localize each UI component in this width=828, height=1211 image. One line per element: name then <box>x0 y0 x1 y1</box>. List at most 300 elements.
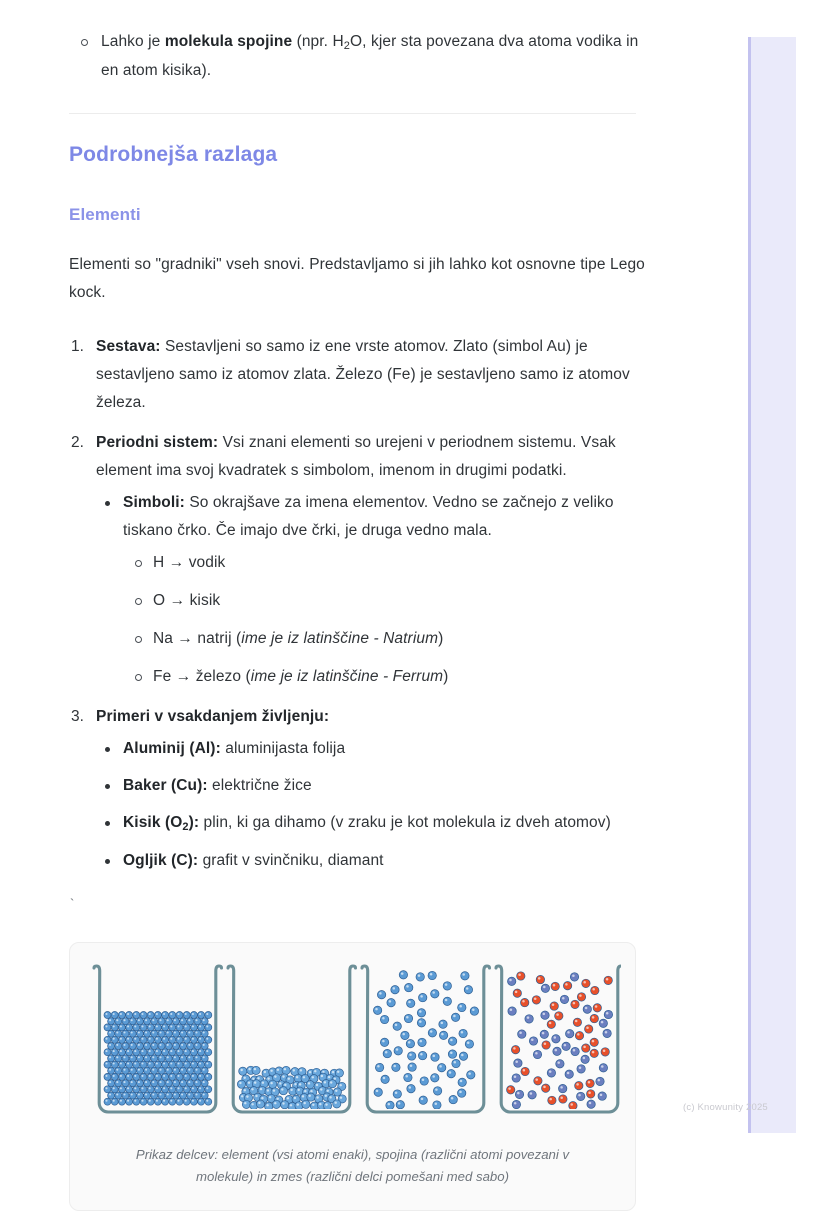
particle <box>205 1036 212 1043</box>
particle-highlight <box>134 1100 136 1102</box>
particle-highlight <box>449 1071 452 1074</box>
particle <box>590 1049 598 1057</box>
particle <box>122 1092 129 1099</box>
particle-highlight <box>243 1077 245 1079</box>
particle-highlight <box>297 1103 299 1105</box>
particle-highlight <box>595 1005 598 1008</box>
particle <box>147 1049 154 1056</box>
particle <box>151 1092 158 1099</box>
particle <box>198 1098 205 1105</box>
particle-highlight <box>131 1056 133 1058</box>
particle <box>511 1046 519 1054</box>
particle-group <box>104 1012 212 1106</box>
particle <box>111 1098 118 1105</box>
particle-highlight <box>149 1038 151 1040</box>
particle <box>118 1012 125 1019</box>
particle <box>428 1029 436 1037</box>
particle <box>201 1055 208 1062</box>
particle <box>122 1067 129 1074</box>
particle <box>518 1030 526 1038</box>
particle-highlight <box>269 1096 271 1098</box>
particle <box>559 1084 567 1092</box>
particle <box>375 1063 383 1071</box>
particle <box>111 1073 118 1080</box>
particle-highlight <box>123 1069 125 1071</box>
particle-highlight <box>199 1100 201 1102</box>
particle <box>158 1018 165 1025</box>
particle <box>172 1055 179 1062</box>
example-kisik <box>123 814 611 831</box>
particle <box>470 1007 478 1015</box>
particle <box>593 1004 601 1012</box>
particle-highlight <box>149 1075 151 1077</box>
particle <box>126 1073 133 1080</box>
subscript: 2 <box>343 40 351 52</box>
particle-highlight <box>549 1070 552 1073</box>
particle <box>190 1073 197 1080</box>
particle-highlight <box>433 1055 436 1058</box>
particle <box>201 1080 208 1087</box>
particle-highlight <box>319 1103 321 1105</box>
particle <box>420 1077 428 1085</box>
item-label: Ogljik (C): <box>123 852 199 869</box>
particle-highlight <box>393 1065 396 1068</box>
particle <box>144 1067 151 1074</box>
particle-highlight <box>509 979 512 982</box>
particle-highlight <box>454 1061 457 1064</box>
particle-highlight <box>576 1083 579 1086</box>
particle-highlight <box>145 1019 147 1021</box>
particle <box>515 1090 523 1098</box>
particle <box>187 1018 194 1025</box>
particle-highlight <box>422 1078 425 1081</box>
particle-highlight <box>113 1087 115 1089</box>
particle-highlight <box>589 1102 592 1105</box>
particle-highlight <box>518 973 521 976</box>
particle <box>180 1018 187 1025</box>
particle-highlight <box>120 1100 122 1102</box>
particle-highlight <box>116 1093 118 1095</box>
particle-highlight <box>244 1102 246 1104</box>
particle-highlight <box>113 1025 115 1027</box>
particle <box>387 999 395 1007</box>
particle <box>172 1080 179 1087</box>
particle <box>183 1012 190 1019</box>
particle <box>194 1018 201 1025</box>
particle-highlight <box>267 1089 269 1091</box>
particle-highlight <box>131 1069 133 1071</box>
particle-highlight <box>123 1093 125 1095</box>
particle-highlight <box>340 1096 342 1098</box>
particle-highlight <box>206 1050 208 1052</box>
particle-highlight <box>441 1022 444 1025</box>
particle-highlight <box>170 1075 172 1077</box>
particle-highlight <box>152 1019 154 1021</box>
particle <box>406 1040 414 1048</box>
particle-highlight <box>395 1024 398 1027</box>
particle <box>190 1049 197 1056</box>
symbol-text: Fe → železo ( <box>153 668 251 685</box>
particle <box>540 1030 548 1038</box>
particle-highlight <box>120 1062 122 1064</box>
particle <box>154 1036 161 1043</box>
particle <box>381 1075 389 1083</box>
particle-highlight <box>606 978 609 981</box>
particle-highlight <box>309 1071 311 1073</box>
particle-highlight <box>109 1044 111 1046</box>
particle-highlight <box>388 1103 391 1106</box>
particle-highlight <box>177 1013 179 1015</box>
particle-highlight <box>149 1100 151 1102</box>
particle <box>333 1088 341 1096</box>
particle-highlight <box>127 1062 129 1064</box>
particle <box>587 1100 595 1108</box>
particle-highlight <box>113 1038 115 1040</box>
list-item <box>96 809 660 838</box>
particle-highlight <box>185 1100 187 1102</box>
particle <box>373 1006 381 1014</box>
particle-highlight <box>199 1038 201 1040</box>
particle-highlight <box>185 1062 187 1064</box>
particle <box>577 1065 585 1073</box>
particle-highlight <box>549 1098 552 1101</box>
particle-highlight <box>601 1065 604 1068</box>
particle-highlight <box>266 1104 268 1106</box>
particle <box>265 1102 273 1110</box>
particle <box>590 1014 598 1022</box>
particle-highlight <box>131 1081 133 1083</box>
particle-highlight <box>279 1082 281 1084</box>
particle <box>242 1100 250 1108</box>
particle-highlight <box>605 1031 608 1034</box>
particle-highlight <box>127 1038 129 1040</box>
particle <box>115 1055 122 1062</box>
particle-highlight <box>134 1013 136 1015</box>
particle-highlight <box>149 1087 151 1089</box>
particle-highlight <box>276 1098 278 1100</box>
particle-highlight <box>303 1076 305 1078</box>
particle <box>133 1086 140 1093</box>
particle-highlight <box>159 1031 161 1033</box>
item-text: grafit v svinčniku, diamant <box>198 852 384 869</box>
particle <box>133 1049 140 1056</box>
particle-highlight <box>120 1075 122 1077</box>
particle <box>386 1101 394 1109</box>
particle-highlight <box>199 1062 201 1064</box>
particle-highlight <box>432 1075 435 1078</box>
particle-highlight <box>113 1075 115 1077</box>
particle-highlight <box>167 1044 169 1046</box>
particle-highlight <box>163 1050 165 1052</box>
particle <box>111 1036 118 1043</box>
particle-highlight <box>419 1020 422 1023</box>
particle <box>176 1098 183 1105</box>
particle <box>562 1042 570 1050</box>
particle-highlight <box>123 1081 125 1083</box>
particle <box>183 1073 190 1080</box>
particle <box>601 1048 609 1056</box>
particle-highlight <box>515 1061 518 1064</box>
particle-highlight <box>284 1068 286 1070</box>
particle <box>180 1092 187 1099</box>
particle-highlight <box>290 1089 292 1091</box>
particle <box>566 1030 574 1038</box>
particle <box>118 1024 125 1031</box>
particle <box>136 1043 143 1050</box>
particle-highlight <box>324 1081 326 1083</box>
particle <box>461 972 469 980</box>
particle-highlight <box>116 1056 118 1058</box>
particle <box>198 1073 205 1080</box>
particle-highlight <box>282 1102 284 1104</box>
particle <box>144 1080 151 1087</box>
particle <box>151 1080 158 1087</box>
particle-highlight <box>579 1066 582 1069</box>
particle <box>438 1064 446 1072</box>
particle-highlight <box>382 1017 385 1020</box>
particle-highlight <box>396 1048 399 1051</box>
particle <box>136 1030 143 1037</box>
symbol-tail: ) <box>443 668 449 685</box>
particle-highlight <box>188 1056 190 1058</box>
particle <box>517 972 525 980</box>
particle <box>111 1024 118 1031</box>
particle-highlight <box>192 1013 194 1015</box>
particle <box>237 1080 245 1088</box>
particle-highlight <box>335 1090 337 1092</box>
particle <box>585 1025 593 1033</box>
particle-highlight <box>585 1007 588 1010</box>
particle <box>165 1067 172 1074</box>
particle-highlight <box>113 1013 115 1015</box>
particle-highlight <box>522 1000 525 1003</box>
particle <box>512 1100 520 1108</box>
particle-highlight <box>199 1087 201 1089</box>
list-item <box>69 703 660 875</box>
particle <box>541 1011 549 1019</box>
particle-highlight <box>445 983 448 986</box>
particle-highlight <box>578 1094 581 1097</box>
particle <box>393 1090 401 1098</box>
particle <box>172 1043 179 1050</box>
particle-highlight <box>513 1047 516 1050</box>
particle <box>111 1086 118 1093</box>
particle-highlight <box>274 1102 276 1104</box>
particle-highlight <box>141 1100 143 1102</box>
particle-highlight <box>185 1038 187 1040</box>
particle-highlight <box>152 1081 154 1083</box>
particle-highlight <box>127 1050 129 1052</box>
particle <box>180 1080 187 1087</box>
particle-highlight <box>159 1081 161 1083</box>
section-heading-elementi: Elementi <box>69 205 141 224</box>
particle-highlight <box>567 1031 570 1034</box>
particle <box>198 1086 205 1093</box>
symbol-italic: ime je iz latinščine - Natrium <box>241 630 439 647</box>
particle-highlight <box>254 1081 256 1083</box>
particle-highlight <box>174 1056 176 1058</box>
particle <box>147 1024 154 1031</box>
particle-highlight <box>206 1038 208 1040</box>
particle <box>201 1030 208 1037</box>
particle-highlight <box>251 1088 253 1090</box>
particle <box>604 1010 612 1018</box>
particle-highlight <box>170 1062 172 1064</box>
item-label: Baker (Cu): <box>123 777 208 794</box>
particle-states-illustration <box>84 960 621 1128</box>
particle-highlight <box>138 1081 140 1083</box>
particle-highlight <box>308 1082 310 1084</box>
particle <box>122 1030 129 1037</box>
particle-highlight <box>320 1088 322 1090</box>
particle-highlight <box>195 1019 197 1021</box>
particle-highlight <box>421 1098 424 1101</box>
particle <box>528 1091 536 1099</box>
particle-highlight <box>267 1077 269 1079</box>
watermark: (c) Knowunity 2025 <box>683 1102 768 1113</box>
particle-highlight <box>203 1093 205 1095</box>
particle <box>126 1098 133 1105</box>
particle <box>198 1024 205 1031</box>
particle <box>122 1043 129 1050</box>
particle-highlight <box>181 1081 183 1083</box>
particle-highlight <box>163 1038 165 1040</box>
particle <box>169 1049 176 1056</box>
particle <box>169 1024 176 1031</box>
particle <box>449 1095 457 1103</box>
particle-highlight <box>248 1068 250 1070</box>
particle <box>575 1032 583 1040</box>
particle-highlight <box>206 1087 208 1089</box>
particle <box>333 1100 341 1108</box>
particle-highlight <box>510 1009 513 1012</box>
particle <box>374 1088 382 1096</box>
particle <box>514 1059 522 1067</box>
particle-highlight <box>141 1062 143 1064</box>
particle-highlight <box>116 1081 118 1083</box>
particle <box>533 1050 541 1058</box>
particle-highlight <box>163 1087 165 1089</box>
symbol-fe <box>153 668 448 685</box>
item-periodni-sistem <box>96 434 616 479</box>
particle-highlight <box>141 1075 143 1077</box>
item-text: električne žice <box>207 777 312 794</box>
particle-highlight <box>538 977 541 980</box>
particle-highlight <box>185 1075 187 1077</box>
particle-highlight <box>294 1083 296 1085</box>
particle <box>147 1036 154 1043</box>
item-label: Periodni sistem: <box>96 434 219 451</box>
particle-highlight <box>105 1050 107 1052</box>
particle-highlight <box>579 994 582 997</box>
particle-highlight <box>258 1102 260 1104</box>
particle-highlight <box>334 1101 336 1103</box>
particle <box>140 1073 147 1080</box>
particle-highlight <box>274 1075 276 1077</box>
particle <box>239 1067 247 1075</box>
particle-highlight <box>152 1069 154 1071</box>
particle-highlight <box>105 1038 107 1040</box>
particle <box>587 1090 595 1098</box>
particle <box>115 1067 122 1074</box>
particle <box>176 1036 183 1043</box>
particle-highlight <box>116 1044 118 1046</box>
particle <box>172 1067 179 1074</box>
particle <box>439 1020 447 1028</box>
particle-highlight <box>206 1062 208 1064</box>
particle <box>190 1012 197 1019</box>
particle-highlight <box>420 1040 423 1043</box>
particle <box>447 1070 455 1078</box>
particle <box>581 1055 589 1063</box>
particle-highlight <box>134 1087 136 1089</box>
particle-highlight <box>127 1100 129 1102</box>
particle-highlight <box>170 1100 172 1102</box>
particle-highlight <box>508 1087 511 1090</box>
section-divider <box>69 113 636 114</box>
particle <box>408 1052 416 1060</box>
particle-highlight <box>310 1090 312 1092</box>
particle <box>443 982 451 990</box>
particle-highlight <box>314 1070 316 1072</box>
particle-highlight <box>167 1093 169 1095</box>
particle <box>465 1040 473 1048</box>
particle-highlight <box>321 1075 323 1077</box>
particle-highlight <box>109 1031 111 1033</box>
label-head: Kisik (O <box>123 814 183 831</box>
particle-highlight <box>549 1022 552 1025</box>
particle <box>129 1043 136 1050</box>
particle-highlight <box>542 1032 545 1035</box>
particle <box>198 1012 205 1019</box>
particle-highlight <box>327 1090 329 1092</box>
particle-highlight <box>406 1016 409 1019</box>
symbol-text: O → kisik <box>153 592 221 609</box>
particle-highlight <box>287 1097 289 1099</box>
particle <box>201 1018 208 1025</box>
item-text: Sestavljeni so samo iz ene vrste atomov. Zlato (simbol Au) je sestavljeno samo iz atomov zlata. Železo (Fe) je sestavljeno samo iz atomov železa. <box>96 338 630 411</box>
particle-highlight <box>379 992 382 995</box>
particle-highlight <box>603 1049 606 1052</box>
particle-highlight <box>177 1038 179 1040</box>
particle-highlight <box>297 1089 299 1091</box>
particle-highlight <box>239 1082 241 1084</box>
particle <box>111 1012 118 1019</box>
particle <box>144 1030 151 1037</box>
particle <box>529 1037 537 1045</box>
particle-highlight <box>203 1056 205 1058</box>
particle <box>401 1031 409 1039</box>
right-side-rail <box>748 37 796 1133</box>
particle-highlight <box>408 1001 411 1004</box>
particle <box>129 1092 136 1099</box>
particle <box>194 1092 201 1099</box>
particle <box>599 1064 607 1072</box>
particle-highlight <box>244 1089 246 1091</box>
particle-highlight <box>288 1077 290 1079</box>
symbol-italic: ime je iz latinščine - Ferrum <box>250 668 444 685</box>
particle-highlight <box>406 985 409 988</box>
particle <box>136 1067 143 1074</box>
symbol-tail: ) <box>438 630 444 647</box>
particle-highlight <box>141 1013 143 1015</box>
particle <box>108 1043 115 1050</box>
particle-highlight <box>152 1031 154 1033</box>
particle-highlight <box>181 1019 183 1021</box>
particle-highlight <box>377 1065 380 1068</box>
particle-highlight <box>514 1102 517 1105</box>
beaker-liquid-packed <box>228 966 356 1112</box>
